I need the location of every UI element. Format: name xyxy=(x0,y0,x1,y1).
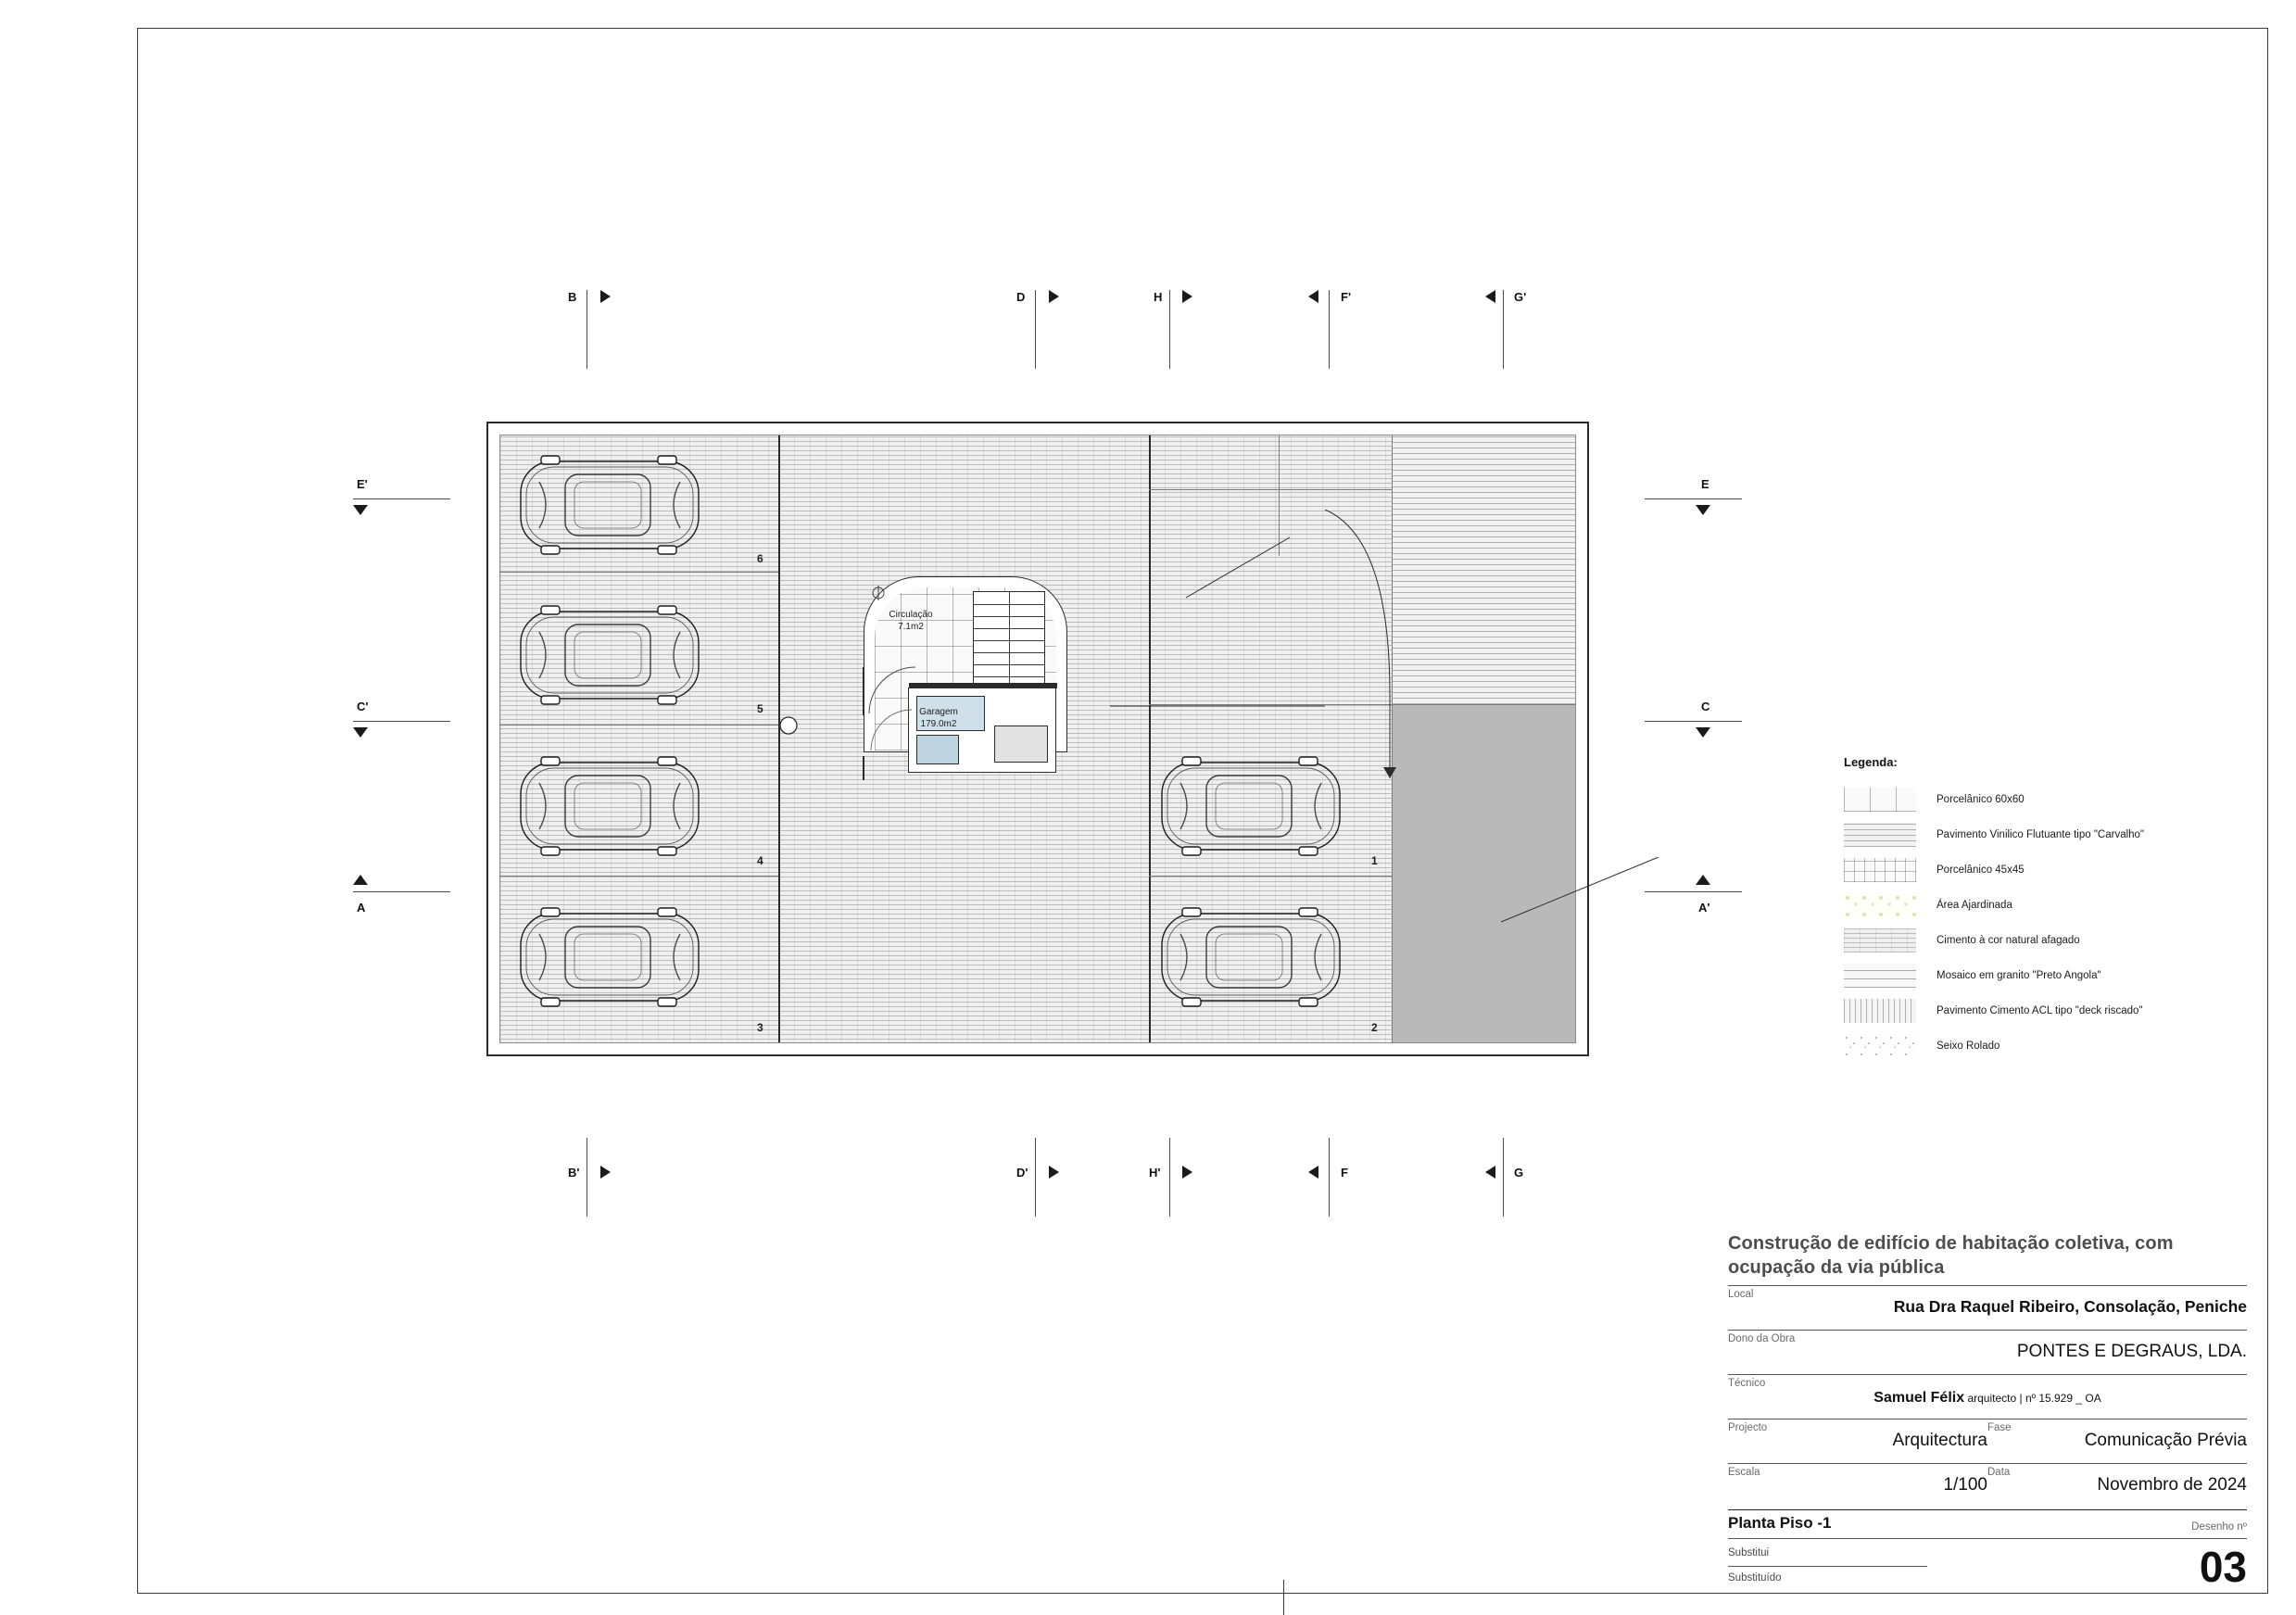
section-line-right-c xyxy=(1645,721,1742,722)
owner-tag: Dono da Obra xyxy=(1728,1333,1796,1345)
legend-label-cimento-afagado: Cimento à cor natural afagado xyxy=(1936,935,2080,946)
section-mark-top-fprime-arrow xyxy=(1308,290,1318,303)
scale-tag: Escala xyxy=(1728,1467,1760,1479)
legend-swatch-cimento-afagado xyxy=(1844,928,1916,953)
local-tag: Local xyxy=(1728,1289,1754,1301)
local-value: Rua Dra Raquel Ribeiro, Consolação, Peniche xyxy=(1893,1297,2247,1317)
north-marker-icon xyxy=(869,584,897,612)
section-mark-top-d-arrow xyxy=(1049,290,1059,303)
section-mark-top-gprime-label: G' xyxy=(1514,290,1527,304)
technician-detail: arquitecto | nº 15.929 _ OA xyxy=(1967,1392,2101,1406)
section-mark-top-b-label: B xyxy=(568,290,577,304)
car-symbol-4 xyxy=(517,755,702,857)
section-mark-bottom-dprime-arrow xyxy=(1049,1166,1059,1179)
stall-divider-6-5 xyxy=(500,572,778,573)
sheet-title: Planta Piso -1 xyxy=(1728,1509,2247,1533)
section-mark-right-aprime-arrow xyxy=(1696,875,1710,885)
legend-item-vinilico xyxy=(1844,817,2242,852)
drawing-number-block xyxy=(2034,1521,2247,1592)
room-name-circulacao: Circulação xyxy=(889,610,933,620)
frame-bottom-tick xyxy=(1283,1580,1284,1615)
section-line-top-h xyxy=(1169,290,1170,369)
line-right-top xyxy=(1149,489,1392,490)
section-mark-left-cprime-arrow xyxy=(353,727,368,738)
car-symbol-2 xyxy=(1158,906,1344,1008)
room-area-garagem: 179.0m2 xyxy=(920,718,957,729)
drawing-number: 03 xyxy=(2199,1543,2247,1592)
section-line-left-eprime xyxy=(353,498,450,499)
section-mark-left-cprime-label: C' xyxy=(357,700,369,713)
legend-label-porcelanico-60x60: Porcelânico 60x60 xyxy=(1936,794,2025,805)
parking-slot-number-1: 1 xyxy=(1371,854,1378,867)
date-tag: Data xyxy=(1987,1467,2011,1479)
section-mark-bottom-dprime-label: D' xyxy=(1016,1166,1028,1180)
legend-swatch-deck-riscado xyxy=(1844,999,1916,1023)
section-line-bottom-hprime xyxy=(1169,1138,1170,1217)
section-mark-right-aprime-label: A' xyxy=(1698,901,1710,915)
legend-item-porcelanico-60x60 xyxy=(1844,782,2242,817)
legend-label-vinilico: Pavimento Vinilico Flutuante tipo "Carvalho" xyxy=(1936,829,2145,840)
section-line-bottom-g xyxy=(1503,1138,1504,1217)
title-row-local xyxy=(1728,1285,2247,1324)
title-cell-phase xyxy=(1987,1422,2247,1457)
section-mark-top-d-label: D xyxy=(1016,290,1026,304)
section-mark-top-fprime-label: F' xyxy=(1341,290,1352,304)
phase-tag: Fase xyxy=(1987,1422,2012,1434)
section-line-top-gprime xyxy=(1503,290,1504,369)
section-mark-bottom-bprime-label: B' xyxy=(568,1166,580,1180)
legend-swatch-area-ajardinada xyxy=(1844,893,1916,917)
section-mark-left-eprime-arrow xyxy=(353,505,368,515)
section-line-right-e xyxy=(1645,498,1742,499)
project-title: Construção de edifício de habitação coletiva, com ocupação da via pública xyxy=(1728,1233,2174,1278)
legend-item-seixo-rolado xyxy=(1844,1028,2242,1064)
section-line-left-cprime xyxy=(353,721,450,722)
substitui-tag: Substitui xyxy=(1728,1547,1770,1559)
wall-aisle-left xyxy=(778,435,780,1043)
legend-item-granito xyxy=(1844,958,2242,993)
legend-panel xyxy=(1844,755,2242,1064)
section-mark-top-h-label: H xyxy=(1154,290,1163,304)
section-mark-top-h-arrow xyxy=(1182,290,1192,303)
car-symbol-3 xyxy=(517,906,702,1008)
section-line-left-a xyxy=(353,891,450,892)
legend-swatch-granito xyxy=(1844,964,1916,988)
parking-slot-number-3: 3 xyxy=(757,1021,763,1034)
project-value: Arquitectura xyxy=(1892,1431,1987,1451)
legend-swatch-porcelanico-45x45 xyxy=(1844,858,1916,882)
ramp-leader xyxy=(1501,857,1686,931)
section-mark-right-c-label: C xyxy=(1701,700,1710,713)
project-tag: Projecto xyxy=(1728,1422,1768,1434)
section-mark-right-e-label: E xyxy=(1701,477,1709,491)
title-cell-project xyxy=(1728,1422,1987,1457)
drawing-number-tag: Desenho nº xyxy=(2191,1521,2247,1533)
legend-swatch-porcelanico-60x60 xyxy=(1844,788,1916,812)
legend-swatch-seixo-rolado xyxy=(1844,1034,1916,1058)
title-block xyxy=(1728,1232,2247,1592)
legend-item-porcelanico-45x45 xyxy=(1844,852,2242,888)
legend-item-cimento-afagado xyxy=(1844,923,2242,958)
title-cell-date xyxy=(1987,1467,2247,1502)
section-mark-bottom-bprime-arrow xyxy=(600,1166,611,1179)
title-row-technician xyxy=(1728,1374,2247,1413)
leader-lines xyxy=(1047,510,1510,899)
room-name-garagem: Garagem xyxy=(919,707,958,717)
car-symbol-5 xyxy=(517,604,702,706)
title-row-scale-date xyxy=(1728,1463,2247,1502)
substituido-tag: Substituído xyxy=(1728,1572,1782,1584)
owner-value: PONTES E DEGRAUS, LDA. xyxy=(2016,1342,2247,1362)
room-label-circulacao xyxy=(860,610,962,633)
room-label-garagem xyxy=(869,707,1008,730)
car-symbol-6 xyxy=(517,454,702,556)
title-cell-scale xyxy=(1728,1467,1987,1502)
section-line-top-fprime xyxy=(1329,290,1330,369)
parking-slot-number-2: 2 xyxy=(1371,1021,1378,1034)
section-mark-top-gprime-arrow xyxy=(1485,290,1495,303)
phase-value: Comunicação Prévia xyxy=(2084,1431,2247,1451)
section-mark-bottom-hprime-arrow xyxy=(1182,1166,1192,1179)
section-mark-bottom-g-arrow xyxy=(1485,1166,1495,1179)
legend-item-deck-riscado xyxy=(1844,993,2242,1028)
section-line-bottom-f xyxy=(1329,1138,1330,1217)
legend-label-deck-riscado: Pavimento Cimento ACL tipo "deck riscado" xyxy=(1936,1005,2143,1016)
legend-swatch-vinilico xyxy=(1844,823,1916,847)
technician-tag: Técnico xyxy=(1728,1378,1766,1390)
section-mark-top-b-arrow xyxy=(600,290,611,303)
stall-divider-4-3 xyxy=(500,876,778,877)
section-mark-left-a-label: A xyxy=(357,901,366,915)
title-row-project-phase xyxy=(1728,1419,2247,1457)
turning-point-marker xyxy=(776,713,801,738)
technician-line xyxy=(1728,1390,2247,1407)
parking-slot-number-5: 5 xyxy=(757,702,763,715)
legend-label-granito: Mosaico em granito "Preto Angola" xyxy=(1936,970,2101,981)
substitui-block xyxy=(1728,1542,1927,1589)
section-line-bottom-dprime xyxy=(1035,1138,1036,1217)
parking-slot-number-6: 6 xyxy=(757,552,763,565)
room-area-circulacao: 7.1m2 xyxy=(898,621,924,632)
section-mark-left-a-arrow xyxy=(353,875,368,885)
parking-slot-number-4: 4 xyxy=(757,854,763,867)
section-mark-bottom-g-label: G xyxy=(1514,1166,1524,1180)
scale-value: 1/100 xyxy=(1943,1475,1987,1495)
section-mark-bottom-hprime-label: H' xyxy=(1149,1166,1161,1180)
legend-label-area-ajardinada: Área Ajardinada xyxy=(1936,900,2012,911)
technician-name: Samuel Félix xyxy=(1873,1390,1965,1407)
section-mark-bottom-f-label: F xyxy=(1341,1166,1348,1180)
date-value: Novembro de 2024 xyxy=(2097,1475,2247,1495)
legend-label-porcelanico-45x45: Porcelânico 45x45 xyxy=(1936,864,2025,876)
title-row-owner xyxy=(1728,1330,2247,1369)
plan-interior xyxy=(499,435,1576,1043)
legend-title: Legenda: xyxy=(1844,755,1898,769)
section-mark-right-c-arrow xyxy=(1696,727,1710,738)
section-mark-right-e-arrow xyxy=(1696,505,1710,515)
legend-item-area-ajardinada xyxy=(1844,888,2242,923)
floor-plan xyxy=(486,422,1589,1056)
section-mark-left-eprime-label: E' xyxy=(357,477,368,491)
section-mark-bottom-f-arrow xyxy=(1308,1166,1318,1179)
section-line-top-d xyxy=(1035,290,1036,369)
legend-label-seixo-rolado: Seixo Rolado xyxy=(1936,1041,2000,1052)
